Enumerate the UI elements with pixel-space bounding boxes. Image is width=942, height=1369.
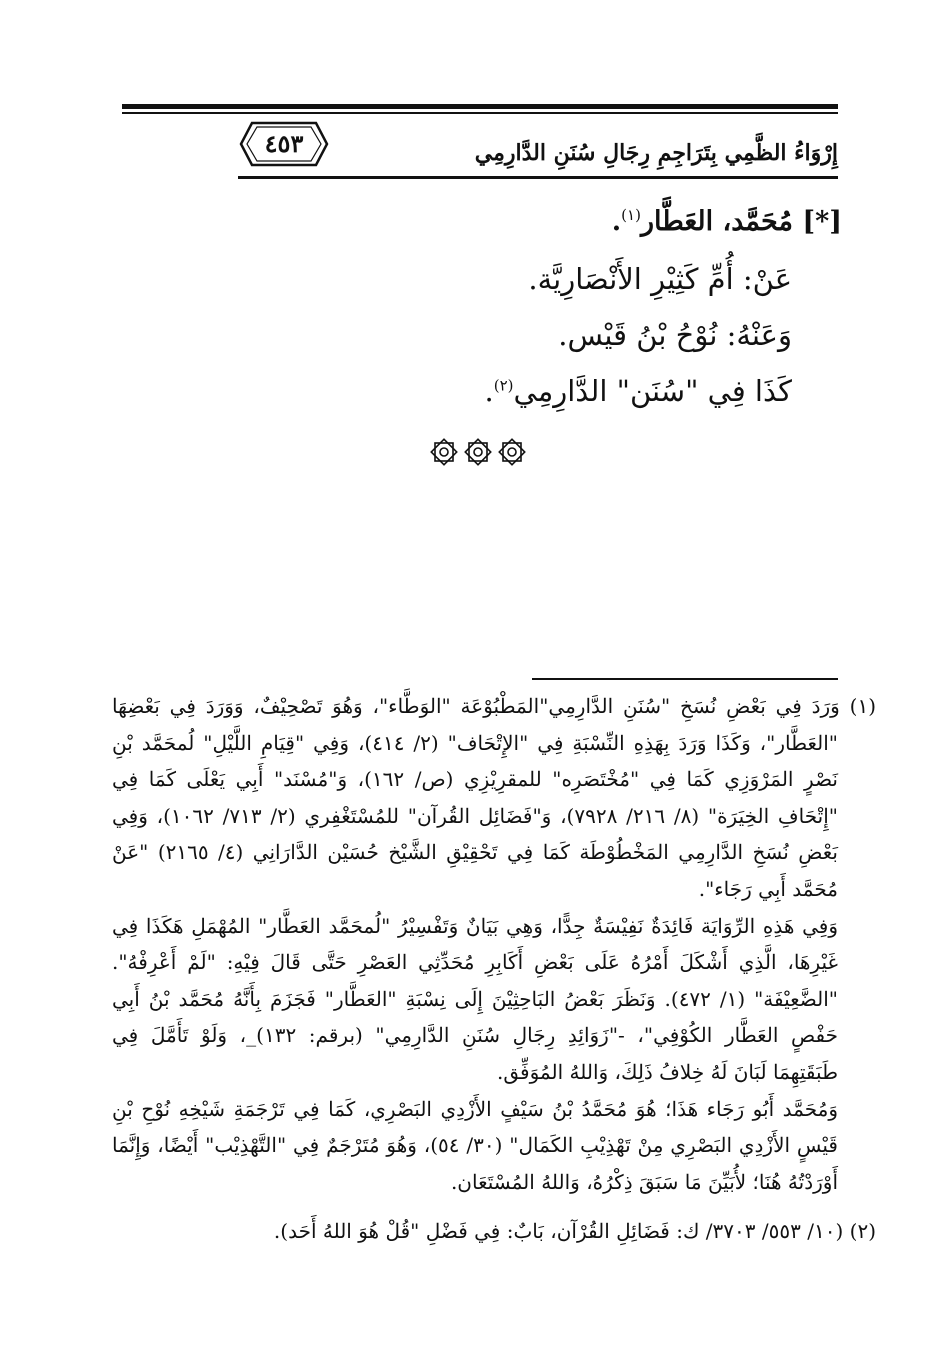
footnote-1-text: وَرَدَ فِي بَعْضِ نُسَخِ "سُنَنِ الدَّارِمِي"المَطْبُوْعَة "الوَطَّاء"، وَهُوَ تَصْحِيْفٌ، وَوَرَدَ فِي بَعْضِهَا "العَطَّار"، وَكَذَا وَرَدَ بِهَذِهِ النِّسْبَةِ فِي "الإِتْحَاف" (٢/ ٤١٤)، وَفِي "قِيَامِ اللَّيْلِ" لُمحَمَّد بْنِ نَصْرٍ المَرْوَزِي كَمَا فِي "مُخْتَصَرِه" للمقرِيْزِي (ص/ ١٦٢)، وَ"مُسْنَد" أَبِي يَعْلَى كَمَا فِي "إِتْحَافِ الخِيَرَة" (٨/ ٢١٦/ ٧٩٢٨)، وَ"فَضَائِل القُرآن" للمُسْتَغْفِري (٢/ ٧١٣/ ١٠٦٢)، وَفِي بَعْضِ نُسَخِ الدَّارِمِي المَخْطُوْطَة كَمَا فِي تَحْقِيْقِ الشَّيْخ حُسَيْن الدَّارَانِي (٤/ ٢١٦٥) "عَنْ مُحَمَّد أَبِي رَجَاء". xyxy=(112,694,840,901)
entry-teacher: عَنْ: أُمِّ كَثِيْرِ الأَنْصَارِيَّة. xyxy=(528,262,792,296)
footnote-1-paragraph-3: وَمُحَمَّد أَبُو رَجَاء هَذَا؛ هُوَ مُحَمَّدُ بْنُ سَيْفٍ الأَزْدِي البَصْرِي، كَمَا فِي تَرْجَمَةِ شَيْخِهِ نُوْحِ بْنِ قَيْسٍ الأَزْدِي البَصْرِي مِنْ تَهْذِيْبِ الكَمَال" (٣٠/ ٥٤)، وَهُوَ مُتَرْجَمٌ فِي "التَّهْذِيْب" أَيْضًا، وَإِنَّمَا أَوْرَدْتُهُ هُنَا؛ لأُبَيِّنَ مَا سَبَقَ ذِكْرُهُ، وَاللهُ المُسْتَعَان. xyxy=(112,1096,838,1194)
entry-heading: [*] مُحَمَّد، العَطَّار$^{(١)}$. xyxy=(611,206,842,237)
footnote-ref-1[interactable]: (١) xyxy=(621,206,641,224)
footnote-1-paragraph-2: وَفِي هَذِهِ الرِّوَايَة فَائِدَةٌ نَفِيْسَةٌ جِدًّا، وَهِي بَيَانٌ وَتَفْسِيْرُ "لُمحَمَّد العَطَّار" المُهْمَلِ هَكَذَا فِي غَيْرِهَا، الَّذِي أَشْكَلَ أَمْرُهُ عَلَى بَعْضِ أَكَابِرِ مُحَدِّثِي العَصْرِ حَتَّى قَالَ فِيْهِ: "لَمْ أَعْرِفْهُ". "الضَّعِيْفَة" (١/ ٤٧٢). وَنَظَرَ بَعْضُ البَاحِثِيْنَ إِلَى نِسْبَةِ "العَطَّار" فَجَزَمَ بِأَنَّهُ مُحَمَّد بْنُ أَبِي حَفْصٍ العَطَّار الكُوْفِي"، -"زَوَائِدِ رِجَالِ سُنَنِ الدَّارِمِي" (برقم: ١٣٢)_، وَلَوْ تَأَمَّلَ فِي طَبَقَتِهِمَا لَبَانَ لَهُ خِلافُ ذَلِكَ، وَاللهُ المُوَفِّق. xyxy=(112,913,838,1084)
footnote-1-paragraph-1 xyxy=(112,688,876,908)
header-rule-thin xyxy=(122,112,838,114)
footnote-separator xyxy=(532,678,838,680)
star-ornaments-icon xyxy=(428,434,528,470)
entry-source xyxy=(192,374,792,408)
header-rule-bottom xyxy=(238,176,838,179)
entry-student: وَعَنْهُ: نُوْحُ بْنُ قَيْس. xyxy=(558,318,792,352)
entry-marker: [*] xyxy=(802,206,842,237)
footnote-2-number: (٢) xyxy=(849,1219,876,1244)
page-number-badge xyxy=(238,120,330,168)
footnote-2-text: (١٠/ ٥٥٣/ ٣٧٠٣/ ك: فَضَائِلِ القُرْآن، بَابٌ: فِي فَضْلِ "قُلْ هُوَ اللهُ أَحَد). xyxy=(273,1219,844,1244)
entry-name: مُحَمَّد، العَطَّار xyxy=(640,206,793,237)
footnote-1-number: (١) xyxy=(849,694,876,718)
running-title: إِرْوَاءُ الظَّمِي بِتَرَاجِمِ رِجَالِ سُنَنِ الدَّارِمِي xyxy=(474,140,838,166)
footnote-2 xyxy=(112,1213,876,1250)
header-rule-thick xyxy=(122,104,838,109)
entry-source-text: كَذَا فِي "سُنَن" الدَّارِمِي xyxy=(513,374,792,408)
footnotes xyxy=(112,688,876,1250)
entry-source-end: . xyxy=(484,374,494,408)
footnote-ref-2[interactable]: (٢) xyxy=(493,376,514,395)
page-number: ٤٥٣ xyxy=(264,129,304,158)
